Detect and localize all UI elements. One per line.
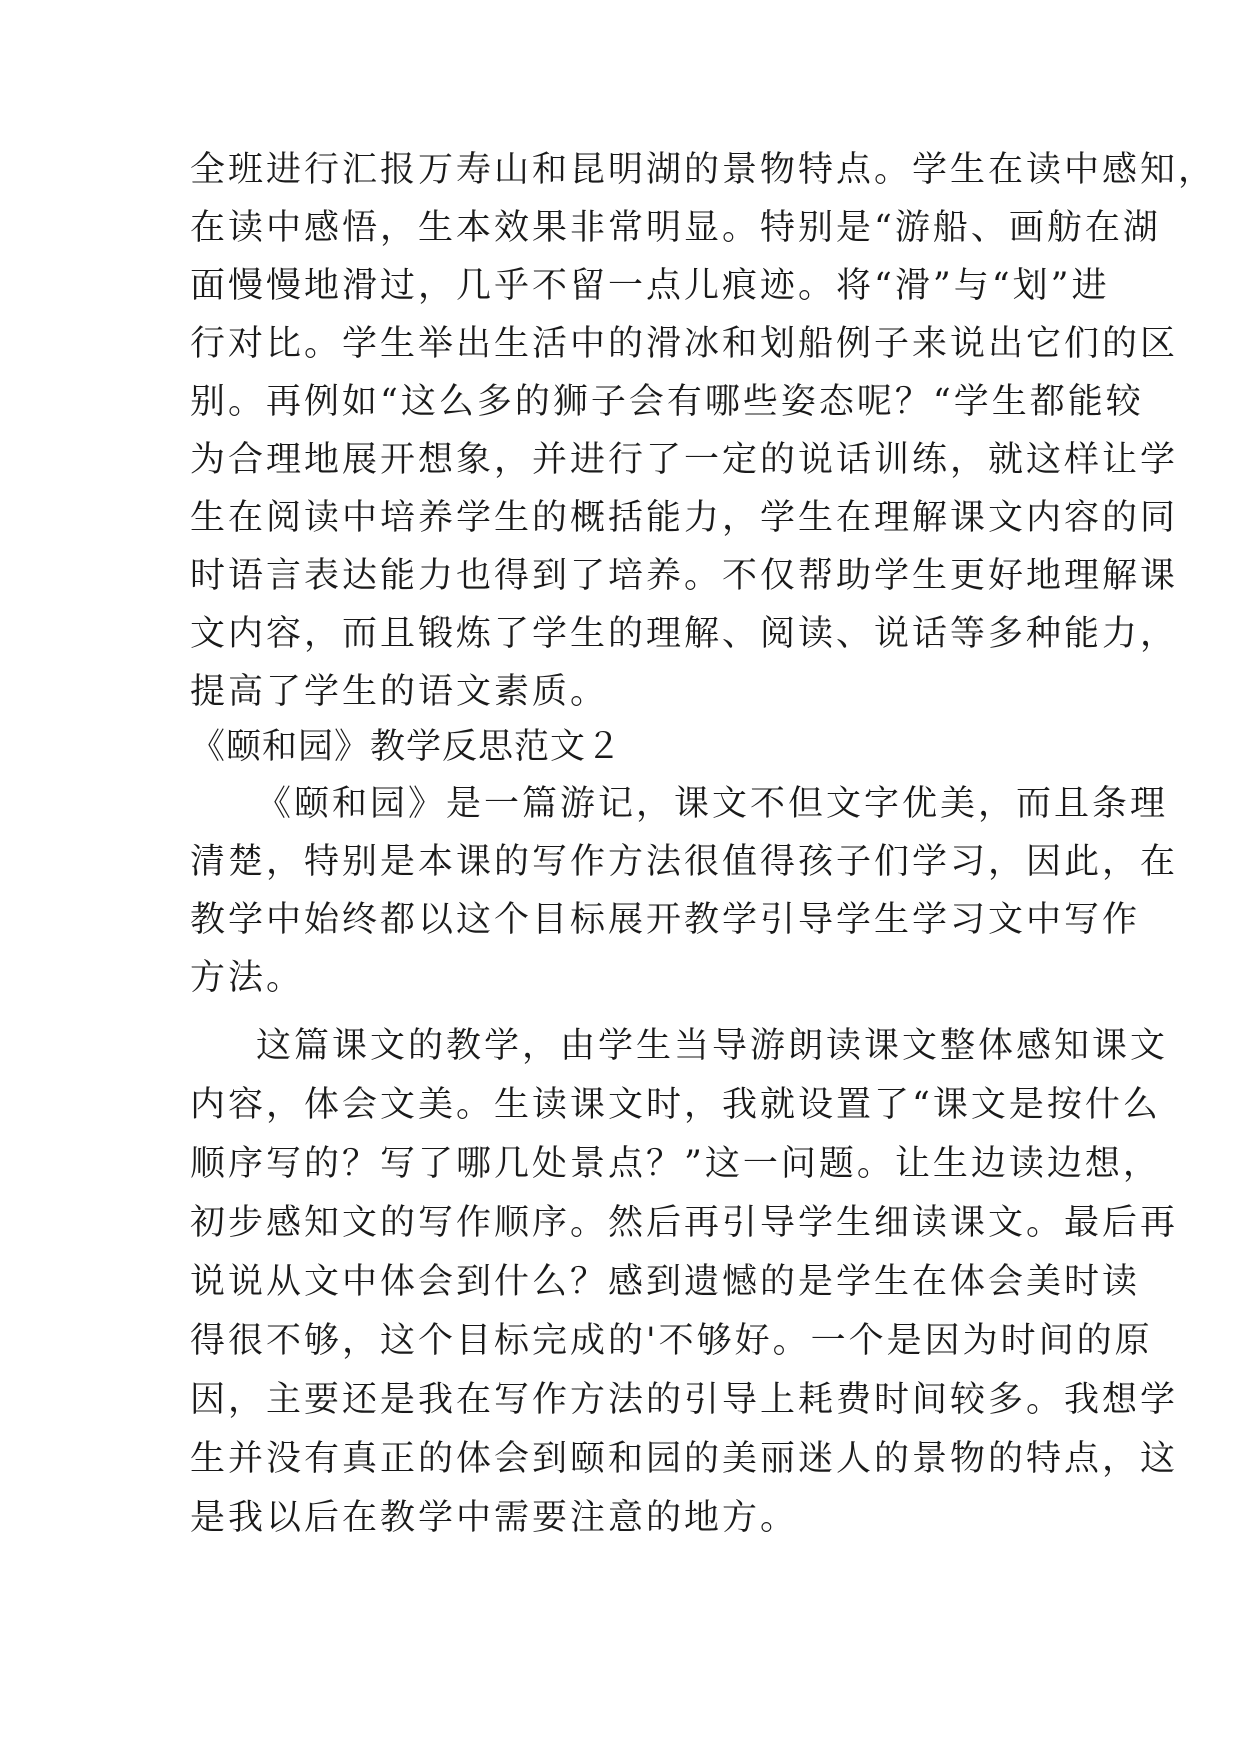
paragraph-line: 初步感知文的写作顺序。然后再引导学生细读课文。最后再 — [190, 1203, 1179, 1243]
paragraph-line: 全班进行汇报万寿山和昆明湖的景物特点。学生在读中感知， — [190, 150, 1217, 190]
paragraph-line: 内容，体会文美。生读课文时，我就设置了“课文是按什么 — [190, 1085, 1161, 1125]
paragraph-line: 得很不够，这个目标完成的'不够好。一个是因为时间的原 — [190, 1321, 1153, 1361]
paragraph-line: 这篇课文的教学，由学生当导游朗读课文整体感知课文 — [256, 1026, 1169, 1066]
paragraph-line: 教学中始终都以这个目标展开教学引导学生学习文中写作 — [190, 900, 1141, 940]
paragraph-line: 因，主要还是我在写作方法的引导上耗费时间较多。我想学 — [190, 1380, 1179, 1420]
section-heading: 《颐和园》教学反思范文２ — [190, 727, 623, 767]
paragraph-line: 顺序写的？写了哪几处景点？”这一问题。让生边读边想， — [190, 1144, 1161, 1184]
paragraph-line: 为合理地展开想象，并进行了一定的说话训练，就这样让学 — [190, 440, 1179, 480]
paragraph-line: 方法。 — [190, 958, 305, 998]
paragraph-line: 生并没有真正的体会到颐和园的美丽迷人的景物的特点，这 — [190, 1439, 1179, 1479]
paragraph-line: 在读中感悟，生本效果非常明显。特别是“游船、画舫在湖 — [190, 208, 1161, 248]
paragraph-line: 清楚，特别是本课的写作方法很值得孩子们学习，因此，在 — [190, 842, 1179, 882]
paragraph-line: 别。再例如“这么多的狮子会有哪些姿态呢？“学生都能较 — [190, 382, 1144, 422]
paragraph-line: 行对比。学生举出生活中的滑冰和划船例子来说出它们的区 — [190, 324, 1179, 364]
paragraph-line: 《颐和园》是一篇游记，课文不但文字优美，而且条理 — [256, 784, 1169, 824]
paragraph-line: 生在阅读中培养学生的概括能力，学生在理解课文内容的同 — [190, 498, 1179, 538]
paragraph-line: 面慢慢地滑过，几乎不留一点儿痕迹。将“滑”与“划”进 — [190, 266, 1110, 306]
paragraph-line: 提高了学生的语文素质。 — [190, 672, 609, 712]
paragraph-line: 是我以后在教学中需要注意的地方。 — [190, 1498, 799, 1538]
paragraph-line: 文内容，而且锻炼了学生的理解、阅读、说话等多种能力， — [190, 614, 1179, 654]
paragraph-line: 时语言表达能力也得到了培养。不仅帮助学生更好地理解课 — [190, 556, 1179, 596]
paragraph-line: 说说从文中体会到什么？感到遗憾的是学生在体会美时读 — [190, 1262, 1141, 1302]
